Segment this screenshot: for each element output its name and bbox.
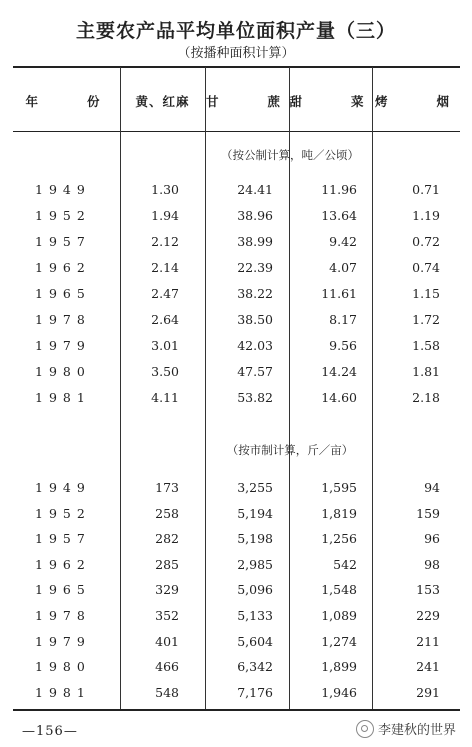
year-cell: 1980 (35, 364, 91, 379)
table-subtitle: （按播种面积计算） (177, 46, 295, 61)
tobacco-cell: 94 (424, 480, 440, 495)
sugarcane-cell: 6,342 (237, 659, 273, 675)
sugarbeet-cell: 14.60 (321, 390, 357, 405)
tobacco-cell: 96 (424, 531, 440, 547)
header-sugarbeet: 甜 菜 (289, 94, 372, 109)
sugarbeet-cell: 1,946 (321, 684, 357, 700)
sugarcane-cell: 5,096 (237, 582, 273, 598)
sugarcane-cell: 42.03 (237, 338, 273, 353)
sugarbeet-cell: 11.61 (321, 286, 357, 301)
tobacco-cell: 0.72 (412, 234, 440, 249)
sugarcane-cell: 5,133 (237, 608, 273, 623)
table-row (13, 531, 460, 555)
sugarcane-cell: 47.57 (237, 364, 273, 379)
jute-cell: 173 (155, 480, 179, 495)
year-cell: 1965 (35, 582, 91, 598)
year-cell: 1952 (35, 505, 91, 521)
sugarbeet-cell: 1,256 (321, 531, 357, 547)
table-row (13, 634, 460, 658)
sugarcane-cell: 38.50 (237, 312, 273, 327)
jute-cell: 285 (155, 556, 179, 572)
table-row (13, 390, 460, 414)
jute-cell: 2.47 (151, 286, 179, 301)
table-row (13, 582, 460, 606)
sugarbeet-cell: 1,595 (321, 480, 357, 495)
year-cell: 1981 (35, 390, 91, 405)
sugarbeet-cell: 4.07 (329, 260, 357, 275)
table-row (13, 506, 460, 530)
year-cell: 1949 (35, 480, 91, 495)
tobacco-cell: 291 (416, 684, 440, 700)
table-row (13, 286, 460, 310)
tobacco-cell: 0.71 (412, 182, 440, 197)
sugarbeet-cell: 9.56 (329, 338, 357, 353)
sugarcane-cell: 3,255 (237, 480, 273, 495)
table-row (13, 260, 460, 284)
table-row (13, 557, 460, 581)
year-cell: 1962 (35, 260, 91, 275)
year-cell: 1979 (35, 633, 91, 649)
tobacco-cell: 241 (416, 659, 440, 675)
jute-cell: 2.12 (151, 234, 179, 249)
sugarcane-cell: 7,176 (237, 684, 273, 700)
tobacco-cell: 1.15 (412, 286, 440, 301)
bottom-rule (13, 709, 460, 711)
tobacco-cell: 1.81 (412, 364, 440, 379)
table-row (13, 234, 460, 258)
tobacco-cell: 159 (416, 505, 440, 521)
tobacco-cell: 229 (416, 608, 440, 623)
section1-unit-note: （按公制计算，吨／公顷） (221, 148, 359, 162)
sugarbeet-cell: 1,899 (321, 659, 357, 675)
table-row (13, 312, 460, 336)
watermark (356, 719, 456, 738)
jute-cell: 466 (155, 659, 179, 675)
jute-cell: 1.30 (151, 182, 179, 197)
jute-cell: 548 (155, 684, 179, 700)
table-row (13, 364, 460, 388)
sugarbeet-cell: 1,819 (321, 505, 357, 521)
jute-cell: 258 (155, 505, 179, 521)
sugarbeet-cell: 13.64 (321, 208, 357, 223)
section2-unit-note: （按市制计算，斤／亩） (226, 443, 354, 457)
header-jute: 黄、红麻 (135, 94, 190, 109)
sugarbeet-cell: 9.42 (329, 234, 357, 249)
sugarcane-cell: 38.22 (237, 286, 273, 301)
tobacco-cell: 1.72 (412, 312, 440, 327)
year-cell: 1952 (35, 208, 91, 223)
table-row (13, 208, 460, 232)
year-cell: 1980 (35, 659, 91, 675)
jute-cell: 2.14 (151, 260, 179, 275)
jute-cell: 4.11 (151, 390, 179, 405)
sugarcane-cell: 38.99 (237, 234, 273, 249)
table-row (13, 182, 460, 206)
table-row (13, 608, 460, 632)
year-cell: 1949 (35, 182, 91, 197)
header-rule (13, 131, 460, 132)
tobacco-cell: 1.58 (412, 338, 440, 353)
header-flue-cured-tobacco: 烤 烟 (374, 94, 457, 109)
year-cell: 1957 (35, 234, 91, 249)
sugarbeet-cell: 14.24 (321, 364, 357, 379)
jute-cell: 2.64 (151, 312, 179, 327)
year-cell: 1965 (35, 286, 91, 301)
sugarcane-cell: 5,198 (237, 531, 273, 547)
table-row (13, 685, 460, 709)
tobacco-cell: 211 (416, 633, 440, 649)
table-row (13, 338, 460, 362)
sugarbeet-cell: 1,548 (321, 582, 357, 598)
tobacco-cell: 2.18 (412, 390, 440, 405)
table-row (13, 659, 460, 683)
year-cell: 1979 (35, 338, 91, 353)
sugarbeet-cell: 1,089 (321, 608, 357, 623)
sugarbeet-cell: 1,274 (321, 633, 357, 649)
sugarcane-cell: 24.41 (237, 182, 273, 197)
tobacco-cell: 153 (416, 582, 440, 598)
jute-cell: 329 (155, 582, 179, 598)
watermark-text: 李建秋的世界 (377, 723, 456, 738)
tobacco-cell: 0.74 (412, 260, 440, 275)
sugarcane-cell: 2,985 (237, 556, 273, 572)
sugarcane-cell: 22.39 (237, 260, 273, 275)
top-rule (13, 66, 460, 68)
sugarcane-cell: 5,604 (237, 633, 273, 649)
jute-cell: 1.94 (151, 208, 179, 223)
page-number: —156— (22, 724, 78, 739)
sugarcane-cell: 53.82 (237, 390, 273, 405)
header-year: 年 份 (25, 94, 108, 109)
year-cell: 1957 (35, 531, 91, 547)
jute-cell: 401 (155, 633, 179, 649)
sugarbeet-cell: 11.96 (321, 182, 357, 197)
sugarcane-cell: 38.96 (237, 208, 273, 223)
jute-cell: 352 (155, 608, 179, 623)
sugarbeet-cell: 8.17 (329, 312, 357, 327)
header-sugarcane: 甘 蔗 (205, 94, 288, 109)
jute-cell: 282 (155, 531, 179, 547)
tobacco-cell: 1.19 (412, 208, 440, 223)
year-cell: 1978 (35, 312, 91, 327)
year-cell: 1962 (35, 556, 91, 572)
sugarcane-cell: 5,194 (237, 505, 273, 521)
jute-cell: 3.50 (151, 364, 179, 379)
table-row (13, 480, 460, 504)
table-title: 主要农产品平均单位面积产量（三） (75, 20, 396, 42)
year-cell: 1978 (35, 608, 91, 623)
tobacco-cell: 98 (424, 556, 440, 572)
wechat-channel-icon (356, 720, 374, 738)
jute-cell: 3.01 (151, 338, 179, 353)
sugarbeet-cell: 542 (333, 556, 357, 572)
year-cell: 1981 (35, 684, 91, 700)
